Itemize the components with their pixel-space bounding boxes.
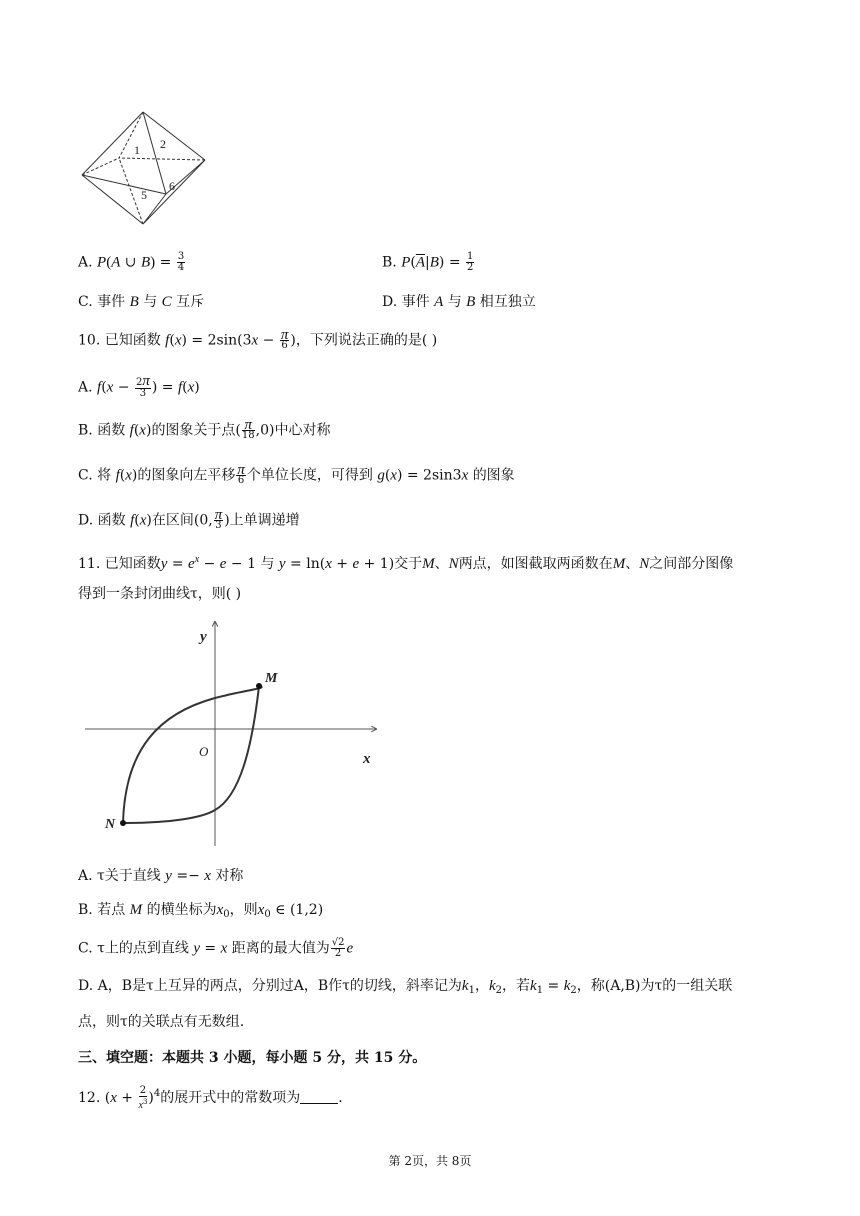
q10-option-a: A. f(x − $\frac{2\pi}{3}$ ) = f(x) (78, 373, 200, 399)
q11-option-d-line2: 点，则τ的关联点有无数组. (78, 1014, 245, 1030)
origin-label: O (199, 744, 209, 759)
q10-option-b: B. 函数 f(x)的图象关于点( $\frac{\pi}{18}$ ,0)中心对称 (78, 417, 331, 441)
ln-curve (123, 686, 262, 823)
q11-option-d-line1: D. A，B是τ上互异的两点，分别过A，B作τ的切线，斜率记为$k_1$，$k_2$，若$k_1 = k_2$，称(A,B)为τ的一组关联 (78, 978, 733, 996)
q11-option-b: B. 若点 M 的横坐标为$x_0$，则$x_0$ ∈ (1,2) (78, 902, 324, 920)
point-m-dot (256, 683, 262, 689)
q12-stem: 12. (x + $\frac{2}{x^3}$ )$^4$的展开式中的常数项为 . (78, 1084, 343, 1111)
section3-heading: 三、填空题：本题共 3 小题，每小题 5 分，共 15 分。 (78, 1050, 427, 1066)
point-n-label: N (105, 817, 116, 832)
face-label-6: 6 (169, 179, 175, 193)
page-footer: 第 2页，共 8页 (388, 1154, 472, 1168)
y-axis-label: y (200, 629, 207, 645)
octahedron-figure (78, 108, 210, 228)
closed-curve-graph (80, 618, 380, 848)
face-label-1: 1 (134, 143, 140, 157)
x-axis-label: x (363, 751, 371, 767)
q11-option-a: A. τ关于直线 y =− x 对称 (78, 868, 244, 884)
q9-option-b: B. $P(\overline{A}|B)$ = $\frac{1}{2}$ (382, 251, 474, 273)
q11-stem-line1: 11. 已知函数$y = e^x - e - 1$ 与 y = ln(x + e + 1)交于M、N两点，如图截取两函数在M、N之间部分图像 (78, 554, 734, 572)
q9-option-c: C. 事件 B 与 C 互斥 (78, 294, 205, 310)
q11-option-c: C. τ上的点到直线 y = x 距离的最大值为 $\frac{√2}{2}$ e (78, 937, 354, 959)
face-label-2: 2 (160, 137, 166, 151)
q10-stem: 10. 已知函数 f(x) = 2sin(3x − $\frac{\pi}{6}$ )，下列说法正确的是( ) (78, 327, 438, 351)
q9-option-a: A. P(A ∪ B) = $\frac{3}{4}$ (78, 251, 185, 273)
point-n-dot (120, 820, 126, 826)
answer-blank (300, 1089, 338, 1104)
q9-option-d: D. 事件 A 与 B 相互独立 (382, 294, 536, 310)
face-label-5: 5 (141, 188, 147, 202)
q10-option-d: D. 函数 f(x)在区间(0, $\frac{\pi}{3}$ )上单调递增 (78, 507, 300, 531)
point-m-label: M (265, 671, 278, 686)
q11-stem-line2: 得到一条封闭曲线τ，则( ) (78, 586, 242, 602)
q10-option-c: C. 将 f(x)的图象向左平移 $\frac{\pi}{6}$ 个单位长度，可得到 g(x) = 2sin3x 的图象 (78, 462, 515, 486)
